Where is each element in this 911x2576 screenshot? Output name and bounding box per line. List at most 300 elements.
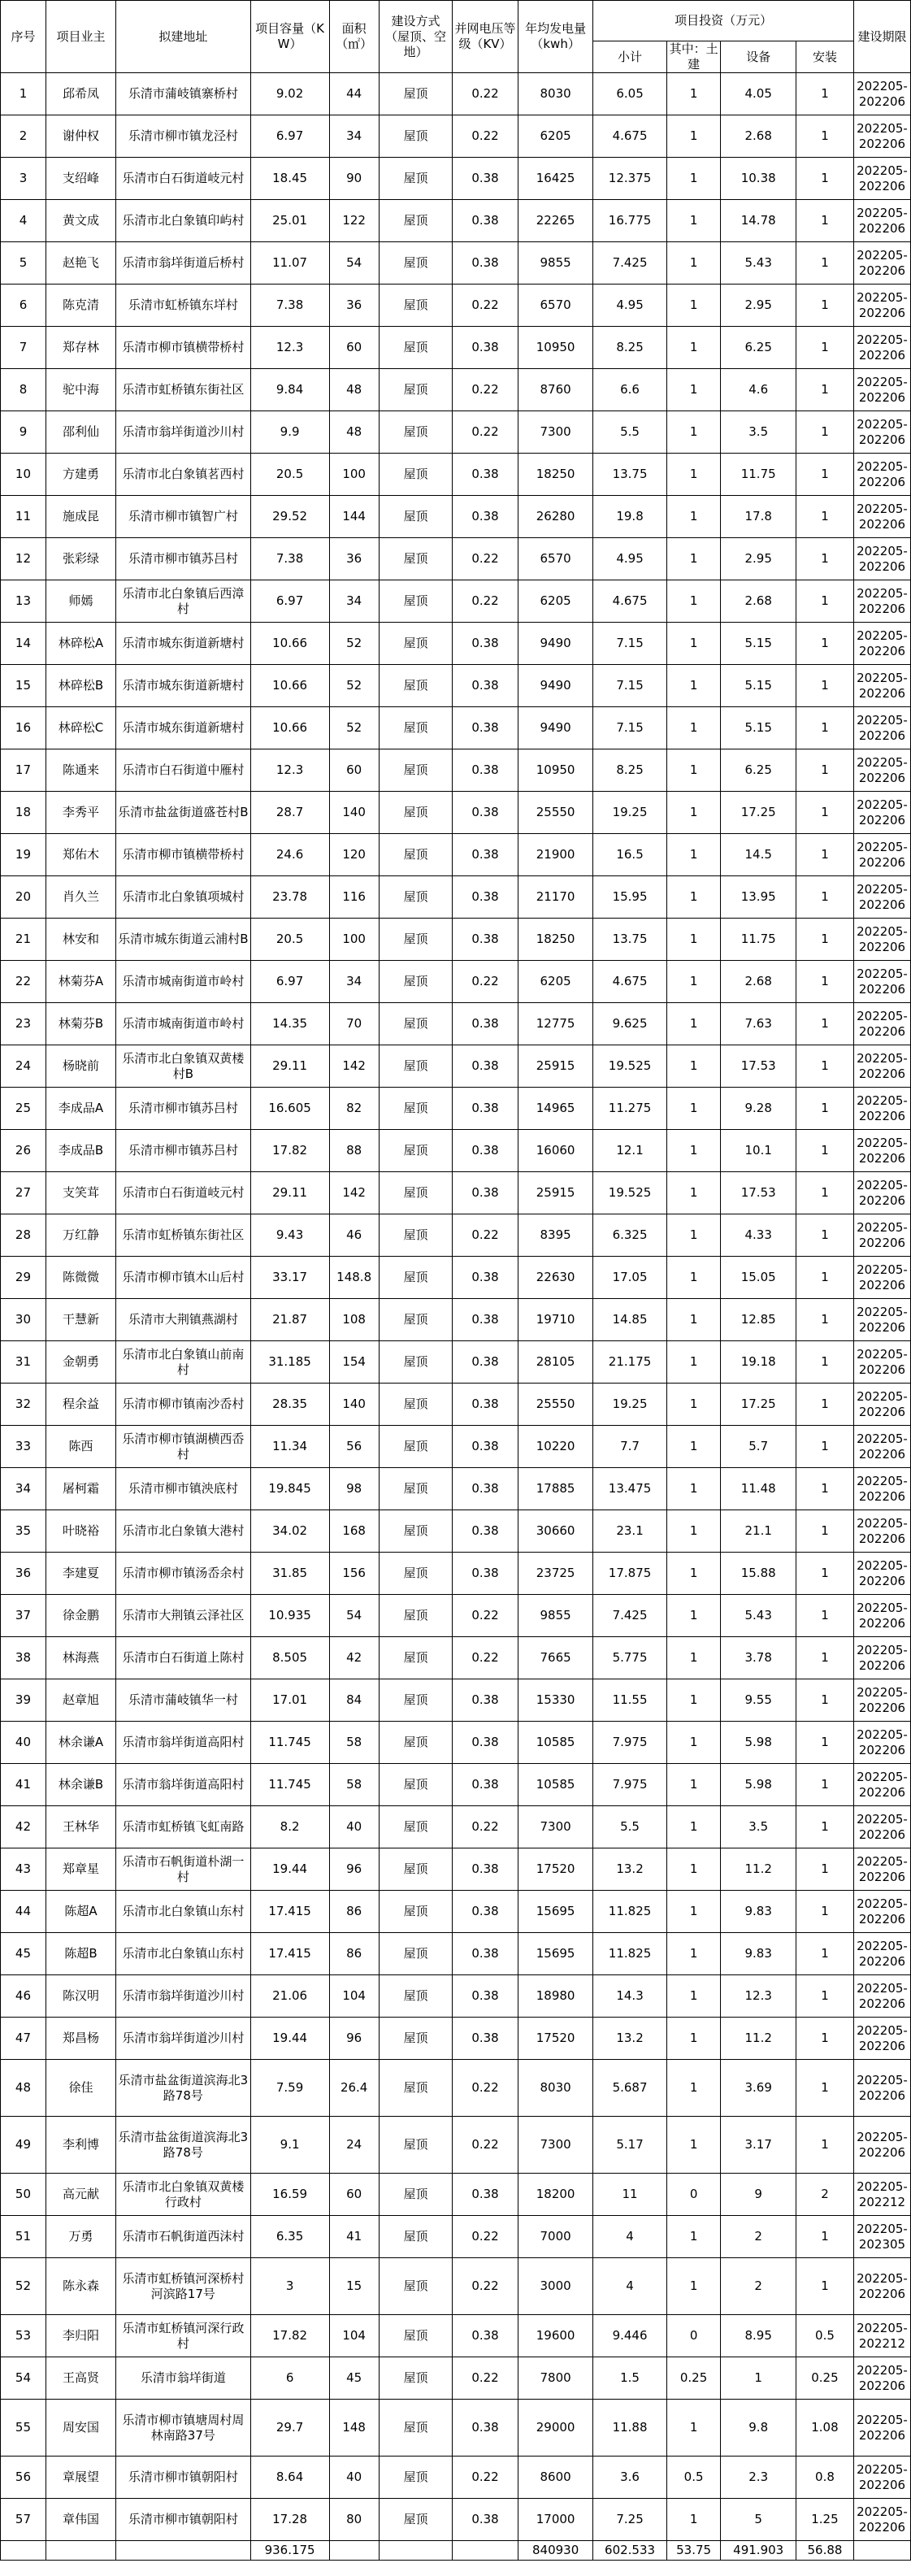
cell-equipment: 2.3	[721, 2457, 796, 2499]
cell-seq: 29	[1, 1257, 46, 1299]
cell-seq: 54	[1, 2357, 46, 2400]
cell-capacity: 9.43	[250, 1214, 329, 1257]
cell-annual: 25915	[518, 1172, 593, 1214]
cell-address: 乐清市城南街道市岭村	[116, 1003, 251, 1045]
cell-owner: 李建夏	[46, 1553, 115, 1595]
cell-address: 乐清市北白象镇项城村	[116, 876, 251, 919]
cell-equipment: 9.55	[721, 1679, 796, 1722]
cell-annual: 9490	[518, 665, 593, 707]
cell-annual: 21170	[518, 876, 593, 919]
cell-civil: 1	[666, 919, 721, 961]
cell-period: 202205-202206	[853, 285, 910, 327]
cell-mode: 屋顶	[379, 1806, 452, 1848]
cell-civil: 1	[666, 1637, 721, 1679]
cell-period: 202205-202206	[853, 73, 910, 115]
cell-owner: 叶晓裕	[46, 1510, 115, 1553]
cell-install: 1	[796, 1595, 853, 1637]
cell-area: 154	[329, 1341, 379, 1384]
cell-capacity: 12.3	[250, 327, 329, 369]
cell-voltage: 0.22	[453, 1214, 518, 1257]
cell-capacity: 29.11	[250, 1045, 329, 1088]
cell-equipment: 2	[721, 2216, 796, 2258]
cell-annual: 3000	[518, 2258, 593, 2315]
cell-capacity: 11.745	[250, 1722, 329, 1764]
cell-annual: 18250	[518, 454, 593, 496]
cell-period: 202205-202206	[853, 158, 910, 200]
cell-subtotal: 7.975	[593, 1764, 666, 1806]
cell-mode: 屋顶	[379, 707, 452, 749]
cell-mode: 屋顶	[379, 1088, 452, 1130]
cell-equipment: 11.75	[721, 454, 796, 496]
cell-civil: 1	[666, 327, 721, 369]
cell-seq: 51	[1, 2216, 46, 2258]
cell-voltage: 0.38	[453, 1975, 518, 2018]
cell-civil: 1	[666, 749, 721, 792]
cell-owner: 李秀平	[46, 792, 115, 834]
cell-seq: 50	[1, 2174, 46, 2216]
cell-area: 140	[329, 1384, 379, 1426]
cell-mode: 屋顶	[379, 411, 452, 454]
table-row	[1, 1933, 911, 1975]
cell-civil: 1	[666, 2060, 721, 2117]
cell-area: 24	[329, 2117, 379, 2174]
table-row	[1, 1722, 911, 1764]
cell-install: 1	[796, 1426, 853, 1468]
table-row	[1, 1341, 911, 1384]
cell-mode: 屋顶	[379, 1848, 452, 1891]
cell-civil: 1	[666, 538, 721, 580]
cell-mode: 屋顶	[379, 1257, 452, 1299]
cell-subtotal: 5.5	[593, 1806, 666, 1848]
cell-area: 48	[329, 411, 379, 454]
header-invest-group: 项目投资（万元）	[593, 1, 854, 41]
table-row	[1, 1045, 911, 1088]
cell-subtotal: 11.88	[593, 2400, 666, 2457]
cell-capacity: 7.38	[250, 538, 329, 580]
cell-voltage: 0.38	[453, 2174, 518, 2216]
cell-equipment: 4.05	[721, 73, 796, 115]
cell-period: 202205-202206	[853, 1257, 910, 1299]
cell-address: 乐清市城东街道新塘村	[116, 707, 251, 749]
cell-seq: 37	[1, 1595, 46, 1637]
cell-mode: 屋顶	[379, 496, 452, 538]
header-period: 建设期限	[853, 1, 910, 73]
cell-owner: 林海燕	[46, 1637, 115, 1679]
cell-civil: 1	[666, 200, 721, 242]
cell-seq: 9	[1, 411, 46, 454]
cell-owner: 陈永森	[46, 2258, 115, 2315]
cell-subtotal: 19.525	[593, 1172, 666, 1214]
cell-equipment: 2.95	[721, 538, 796, 580]
cell-civil: 1	[666, 1130, 721, 1172]
cell-civil: 1	[666, 1975, 721, 2018]
cell-annual: 18980	[518, 1975, 593, 2018]
cell-address: 乐清市柳市镇朝阳村	[116, 2457, 251, 2499]
table-row	[1, 1003, 911, 1045]
cell-seq: 26	[1, 1130, 46, 1172]
cell-owner: 屠柯霜	[46, 1468, 115, 1510]
table-row	[1, 2216, 911, 2258]
cell-install: 0.5	[796, 2315, 853, 2357]
cell-address: 乐清市大荆镇云泽社区	[116, 1595, 251, 1637]
cell-mode: 屋顶	[379, 1468, 452, 1510]
cell-voltage: 0.38	[453, 327, 518, 369]
cell-civil: 1	[666, 665, 721, 707]
cell-area: 120	[329, 834, 379, 876]
cell-capacity: 16.605	[250, 1088, 329, 1130]
cell-area: 54	[329, 242, 379, 285]
cell-equipment: 17.25	[721, 792, 796, 834]
table-row	[1, 1257, 911, 1299]
cell-capacity: 17.82	[250, 2315, 329, 2357]
cell-mode: 屋顶	[379, 2060, 452, 2117]
cell-capacity: 8.64	[250, 2457, 329, 2499]
table-row	[1, 242, 911, 285]
cell-civil: 1	[666, 1214, 721, 1257]
header-install: 安装	[796, 41, 853, 73]
cell-address: 乐清市北白象镇大港村	[116, 1510, 251, 1553]
cell-area: 34	[329, 580, 379, 623]
cell-voltage: 0.38	[453, 1172, 518, 1214]
cell-owner: 驼中海	[46, 369, 115, 411]
table-row	[1, 1637, 911, 1679]
cell-area: 156	[329, 1553, 379, 1595]
cell-civil: 1	[666, 2018, 721, 2060]
cell-equipment: 2.68	[721, 580, 796, 623]
cell-address: 乐清市翁垟街道	[116, 2357, 251, 2400]
cell-mode: 屋顶	[379, 327, 452, 369]
cell-mode: 屋顶	[379, 623, 452, 665]
cell-install: 1	[796, 707, 853, 749]
cell-voltage: 0.38	[453, 1384, 518, 1426]
cell-period: 202205-202206	[853, 1553, 910, 1595]
cell-install: 1	[796, 369, 853, 411]
table-row	[1, 1975, 911, 2018]
cell-period: 202205-202206	[853, 1003, 910, 1045]
cell-subtotal: 7.15	[593, 623, 666, 665]
cell-area: 52	[329, 665, 379, 707]
cell-civil: 1	[666, 961, 721, 1003]
header-mode: 建设方式（屋顶、空地）	[379, 1, 452, 73]
cell-annual: 10950	[518, 327, 593, 369]
cell-mode: 屋顶	[379, 2499, 452, 2541]
cell-capacity: 6.97	[250, 580, 329, 623]
table-row	[1, 2018, 911, 2060]
cell-annual: 10585	[518, 1764, 593, 1806]
cell-civil: 1	[666, 1933, 721, 1975]
cell-annual: 25915	[518, 1045, 593, 1088]
cell-capacity: 29.7	[250, 2400, 329, 2457]
header-voltage: 并网电压等级（KV）	[453, 1, 518, 73]
cell-equipment: 9.83	[721, 1891, 796, 1933]
cell-install: 1	[796, 411, 853, 454]
cell-mode: 屋顶	[379, 961, 452, 1003]
total-area	[329, 2541, 379, 2561]
cell-period: 202205-202206	[853, 1045, 910, 1088]
cell-period: 202205-202206	[853, 580, 910, 623]
cell-period: 202205-202206	[853, 623, 910, 665]
cell-civil: 1	[666, 158, 721, 200]
cell-install: 1	[796, 285, 853, 327]
cell-annual: 8030	[518, 73, 593, 115]
table-row	[1, 2499, 911, 2541]
cell-install: 1	[796, 623, 853, 665]
cell-seq: 3	[1, 158, 46, 200]
cell-owner: 肖久兰	[46, 876, 115, 919]
cell-mode: 屋顶	[379, 1933, 452, 1975]
cell-equipment: 6.25	[721, 749, 796, 792]
cell-capacity: 6.97	[250, 961, 329, 1003]
cell-owner: 郑存林	[46, 327, 115, 369]
cell-annual: 10950	[518, 749, 593, 792]
cell-owner: 郑昌杨	[46, 2018, 115, 2060]
cell-annual: 9855	[518, 242, 593, 285]
cell-capacity: 9.84	[250, 369, 329, 411]
cell-period: 202205-202206	[853, 2499, 910, 2541]
cell-equipment: 11.48	[721, 1468, 796, 1510]
cell-subtotal: 7.975	[593, 1722, 666, 1764]
cell-address: 乐清市柳市镇湖横西岙村	[116, 1426, 251, 1468]
cell-install: 1	[796, 580, 853, 623]
cell-voltage: 0.38	[453, 834, 518, 876]
cell-equipment: 5.98	[721, 1722, 796, 1764]
cell-address: 乐清市虹桥镇飞虹南路	[116, 1806, 251, 1848]
cell-capacity: 19.845	[250, 1468, 329, 1510]
cell-civil: 1	[666, 876, 721, 919]
cell-seq: 7	[1, 327, 46, 369]
cell-civil: 1	[666, 1848, 721, 1891]
cell-address: 乐清市盐盆街道盛苍村B	[116, 792, 251, 834]
cell-voltage: 0.38	[453, 158, 518, 200]
cell-capacity: 10.66	[250, 665, 329, 707]
table-row	[1, 115, 911, 158]
cell-seq: 16	[1, 707, 46, 749]
cell-install: 1	[796, 2216, 853, 2258]
cell-subtotal: 6.6	[593, 369, 666, 411]
cell-annual: 18250	[518, 919, 593, 961]
total-annual: 840930	[518, 2541, 593, 2561]
cell-civil: 1	[666, 1003, 721, 1045]
table-row	[1, 200, 911, 242]
cell-capacity: 3	[250, 2258, 329, 2315]
cell-subtotal: 4.675	[593, 580, 666, 623]
cell-seq: 1	[1, 73, 46, 115]
cell-voltage: 0.38	[453, 2499, 518, 2541]
cell-subtotal: 4	[593, 2216, 666, 2258]
cell-equipment: 9.83	[721, 1933, 796, 1975]
table-row	[1, 834, 911, 876]
cell-install: 2	[796, 2174, 853, 2216]
cell-area: 40	[329, 1806, 379, 1848]
cell-capacity: 24.6	[250, 834, 329, 876]
cell-subtotal: 4.675	[593, 961, 666, 1003]
cell-equipment: 2.68	[721, 961, 796, 1003]
cell-area: 148	[329, 2400, 379, 2457]
cell-mode: 屋顶	[379, 2018, 452, 2060]
cell-area: 96	[329, 2018, 379, 2060]
total-seq	[1, 2541, 46, 2561]
cell-period: 202205-202206	[853, 1468, 910, 1510]
cell-address: 乐清市翁垟街道沙川村	[116, 2018, 251, 2060]
cell-owner: 陈超B	[46, 1933, 115, 1975]
cell-equipment: 10.38	[721, 158, 796, 200]
cell-voltage: 0.38	[453, 876, 518, 919]
cell-install: 1	[796, 1806, 853, 1848]
cell-owner: 李归阳	[46, 2315, 115, 2357]
cell-install: 1	[796, 876, 853, 919]
cell-address: 乐清市城东街道新塘村	[116, 665, 251, 707]
cell-civil: 0	[666, 2174, 721, 2216]
cell-area: 100	[329, 454, 379, 496]
cell-install: 1	[796, 1468, 853, 1510]
cell-mode: 屋顶	[379, 834, 452, 876]
cell-capacity: 12.3	[250, 749, 329, 792]
cell-annual: 22630	[518, 1257, 593, 1299]
cell-owner: 林安和	[46, 919, 115, 961]
cell-civil: 1	[666, 2400, 721, 2457]
cell-install: 1	[796, 1299, 853, 1341]
cell-owner: 郑佑木	[46, 834, 115, 876]
cell-mode: 屋顶	[379, 1426, 452, 1468]
cell-seq: 4	[1, 200, 46, 242]
cell-period: 202205-202206	[853, 749, 910, 792]
table-row	[1, 707, 911, 749]
cell-address: 乐清市白石街道岐元村	[116, 1172, 251, 1214]
table-row	[1, 1510, 911, 1553]
cell-voltage: 0.38	[453, 1130, 518, 1172]
cell-civil: 0	[666, 2315, 721, 2357]
cell-period: 202205-202206	[853, 1848, 910, 1891]
cell-owner: 杨晓前	[46, 1045, 115, 1088]
cell-address: 乐清市翁垟街道沙川村	[116, 1975, 251, 2018]
cell-equipment: 15.05	[721, 1257, 796, 1299]
cell-address: 乐清市北白象镇双黄楼行政村	[116, 2174, 251, 2216]
cell-voltage: 0.22	[453, 2258, 518, 2315]
cell-equipment: 11.2	[721, 1848, 796, 1891]
cell-mode: 屋顶	[379, 1637, 452, 1679]
cell-seq: 52	[1, 2258, 46, 2315]
cell-seq: 30	[1, 1299, 46, 1341]
cell-subtotal: 8.25	[593, 327, 666, 369]
cell-owner: 徐金鹏	[46, 1595, 115, 1637]
cell-period: 202205-202212	[853, 2315, 910, 2357]
cell-seq: 10	[1, 454, 46, 496]
cell-annual: 7800	[518, 2357, 593, 2400]
cell-area: 41	[329, 2216, 379, 2258]
cell-subtotal: 8.25	[593, 749, 666, 792]
table-row	[1, 411, 911, 454]
cell-install: 1	[796, 1088, 853, 1130]
cell-address: 乐清市柳市镇苏吕村	[116, 1130, 251, 1172]
cell-seq: 40	[1, 1722, 46, 1764]
total-address	[116, 2541, 251, 2561]
cell-annual: 17520	[518, 2018, 593, 2060]
cell-install: 1	[796, 496, 853, 538]
cell-civil: 1	[666, 1045, 721, 1088]
cell-seq: 11	[1, 496, 46, 538]
cell-annual: 6205	[518, 115, 593, 158]
cell-mode: 屋顶	[379, 1214, 452, 1257]
cell-voltage: 0.22	[453, 1595, 518, 1637]
cell-capacity: 14.35	[250, 1003, 329, 1045]
cell-area: 82	[329, 1088, 379, 1130]
cell-civil: 1	[666, 1088, 721, 1130]
cell-owner: 李成品A	[46, 1088, 115, 1130]
cell-voltage: 0.38	[453, 1299, 518, 1341]
cell-annual: 17885	[518, 1468, 593, 1510]
cell-period: 202205-202206	[853, 961, 910, 1003]
cell-equipment: 17.25	[721, 1384, 796, 1426]
table-row	[1, 1088, 911, 1130]
cell-subtotal: 7.15	[593, 707, 666, 749]
cell-owner: 林碎松A	[46, 623, 115, 665]
cell-period: 202205-202206	[853, 665, 910, 707]
cell-address: 乐清市白石街道岐元村	[116, 158, 251, 200]
cell-equipment: 5.15	[721, 623, 796, 665]
cell-annual: 7300	[518, 411, 593, 454]
table-row	[1, 792, 911, 834]
cell-civil: 1	[666, 1891, 721, 1933]
cell-seq: 20	[1, 876, 46, 919]
cell-subtotal: 7.425	[593, 1595, 666, 1637]
cell-area: 52	[329, 623, 379, 665]
cell-equipment: 2	[721, 2258, 796, 2315]
cell-owner: 邱希凤	[46, 73, 115, 115]
cell-equipment: 3.78	[721, 1637, 796, 1679]
cell-install: 0.8	[796, 2457, 853, 2499]
cell-capacity: 10.66	[250, 623, 329, 665]
cell-period: 202205-202206	[853, 1299, 910, 1341]
cell-annual: 28105	[518, 1341, 593, 1384]
cell-install: 1	[796, 961, 853, 1003]
cell-mode: 屋顶	[379, 1045, 452, 1088]
cell-mode: 屋顶	[379, 454, 452, 496]
cell-period: 202205-202206	[853, 1341, 910, 1384]
cell-equipment: 2.68	[721, 115, 796, 158]
cell-equipment: 11.75	[721, 919, 796, 961]
cell-capacity: 10.66	[250, 707, 329, 749]
cell-owner: 徐佳	[46, 2060, 115, 2117]
cell-install: 1	[796, 1848, 853, 1891]
cell-period: 202205-202206	[853, 1679, 910, 1722]
header-seq: 序号	[1, 1, 46, 73]
cell-capacity: 28.7	[250, 792, 329, 834]
cell-install: 1	[796, 1637, 853, 1679]
cell-seq: 42	[1, 1806, 46, 1848]
cell-address: 乐清市翁垟街道高阳村	[116, 1764, 251, 1806]
cell-equipment: 10.1	[721, 1130, 796, 1172]
cell-civil: 1	[666, 2117, 721, 2174]
cell-subtotal: 13.75	[593, 454, 666, 496]
cell-address: 乐清市白石街道中雁村	[116, 749, 251, 792]
cell-capacity: 31.85	[250, 1553, 329, 1595]
total-voltage	[453, 2541, 518, 2561]
cell-mode: 屋顶	[379, 2117, 452, 2174]
cell-capacity: 8.505	[250, 1637, 329, 1679]
cell-mode: 屋顶	[379, 285, 452, 327]
cell-address: 乐清市柳市镇横带桥村	[116, 327, 251, 369]
cell-subtotal: 4	[593, 2258, 666, 2315]
cell-owner: 林余谦B	[46, 1764, 115, 1806]
table-row	[1, 1426, 911, 1468]
cell-seq: 41	[1, 1764, 46, 1806]
cell-period: 202205-202206	[853, 2357, 910, 2400]
cell-equipment: 21.1	[721, 1510, 796, 1553]
cell-mode: 屋顶	[379, 2216, 452, 2258]
cell-seq: 19	[1, 834, 46, 876]
cell-annual: 25550	[518, 792, 593, 834]
cell-period: 202205-202206	[853, 1384, 910, 1426]
